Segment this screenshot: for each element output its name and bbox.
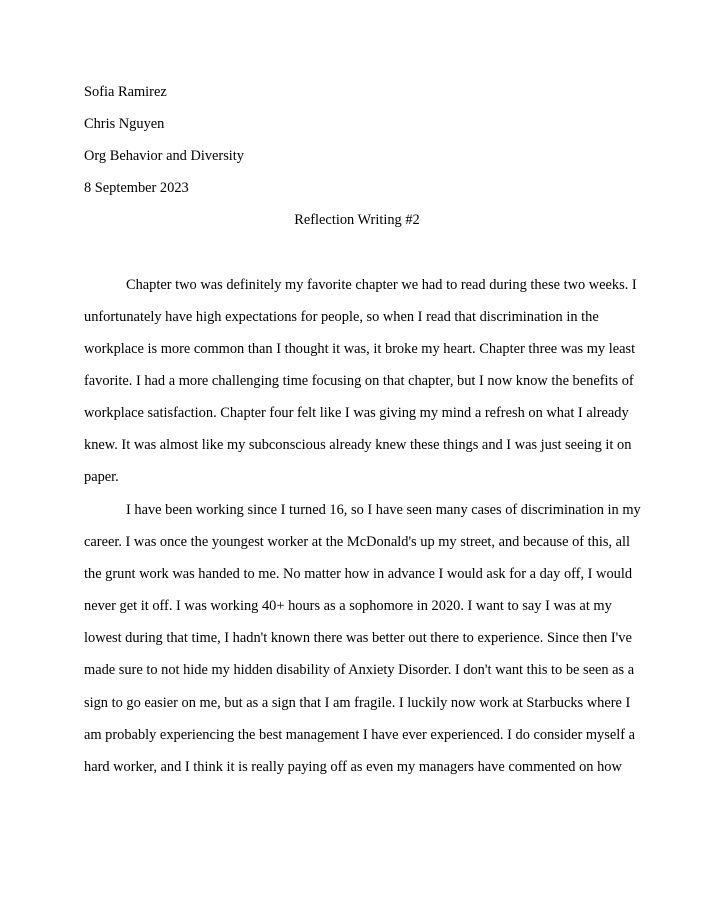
paragraph-2-line-2: career. I was once the youngest worker at the McDonald's up my street, and because of this, all xyxy=(84,534,631,550)
paragraph-2-line-9: hard worker, and I think it is really paying off as even my managers have commented on how xyxy=(84,759,622,775)
paragraph-2-line-4: never get it off. I was working 40+ hours as a sophomore in 2020. I want to say I was at my xyxy=(84,598,612,614)
document-title: Reflection Writing #2 xyxy=(294,212,420,228)
paragraph-1-line-1: Chapter two was definitely my favorite chapter we had to read during these two weeks. I xyxy=(126,277,637,293)
paragraph-2-line-5: lowest during that time, I hadn't known there was better out there to experience. Since then I've xyxy=(84,630,632,646)
paragraph-1-line-7: paper. xyxy=(84,469,119,485)
paragraph-1-line-3: workplace is more common than I thought it was, it broke my heart. Chapter three was my least xyxy=(84,341,636,357)
paragraph-1-line-5: workplace satisfaction. Chapter four felt like I was giving my mind a refresh on what I already xyxy=(84,405,629,421)
paragraph-2-line-3: the grunt work was handed to me. No matter how in advance I would ask for a day off, I would xyxy=(84,566,633,582)
document-date: 8 September 2023 xyxy=(84,180,189,196)
student-name: Sofia Ramirez xyxy=(84,84,167,100)
paragraph-2-line-6: made sure to not hide my hidden disability of Anxiety Disorder. I don't want this to be seen as a xyxy=(84,662,635,678)
paragraph-1-line-2: unfortunately have high expectations for people, so when I read that discrimination in the xyxy=(84,309,599,325)
paragraph-1-line-6: knew. It was almost like my subconscious already knew these things and I was just seeing it on xyxy=(84,437,632,453)
course-name: Org Behavior and Diversity xyxy=(84,148,244,164)
paragraph-2-line-7: sign to go easier on me, but as a sign that I am fragile. I luckily now work at Starbucks where I xyxy=(84,695,631,711)
paragraph-2-line-8: am probably experiencing the best management I have ever experienced. I do consider myself a xyxy=(84,727,636,743)
instructor-name: Chris Nguyen xyxy=(84,116,165,132)
paragraph-2-line-1: I have been working since I turned 16, so I have seen many cases of discrimination in my xyxy=(126,502,641,518)
paragraph-1-line-4: favorite. I had a more challenging time focusing on that chapter, but I now know the benefits of xyxy=(84,373,634,389)
